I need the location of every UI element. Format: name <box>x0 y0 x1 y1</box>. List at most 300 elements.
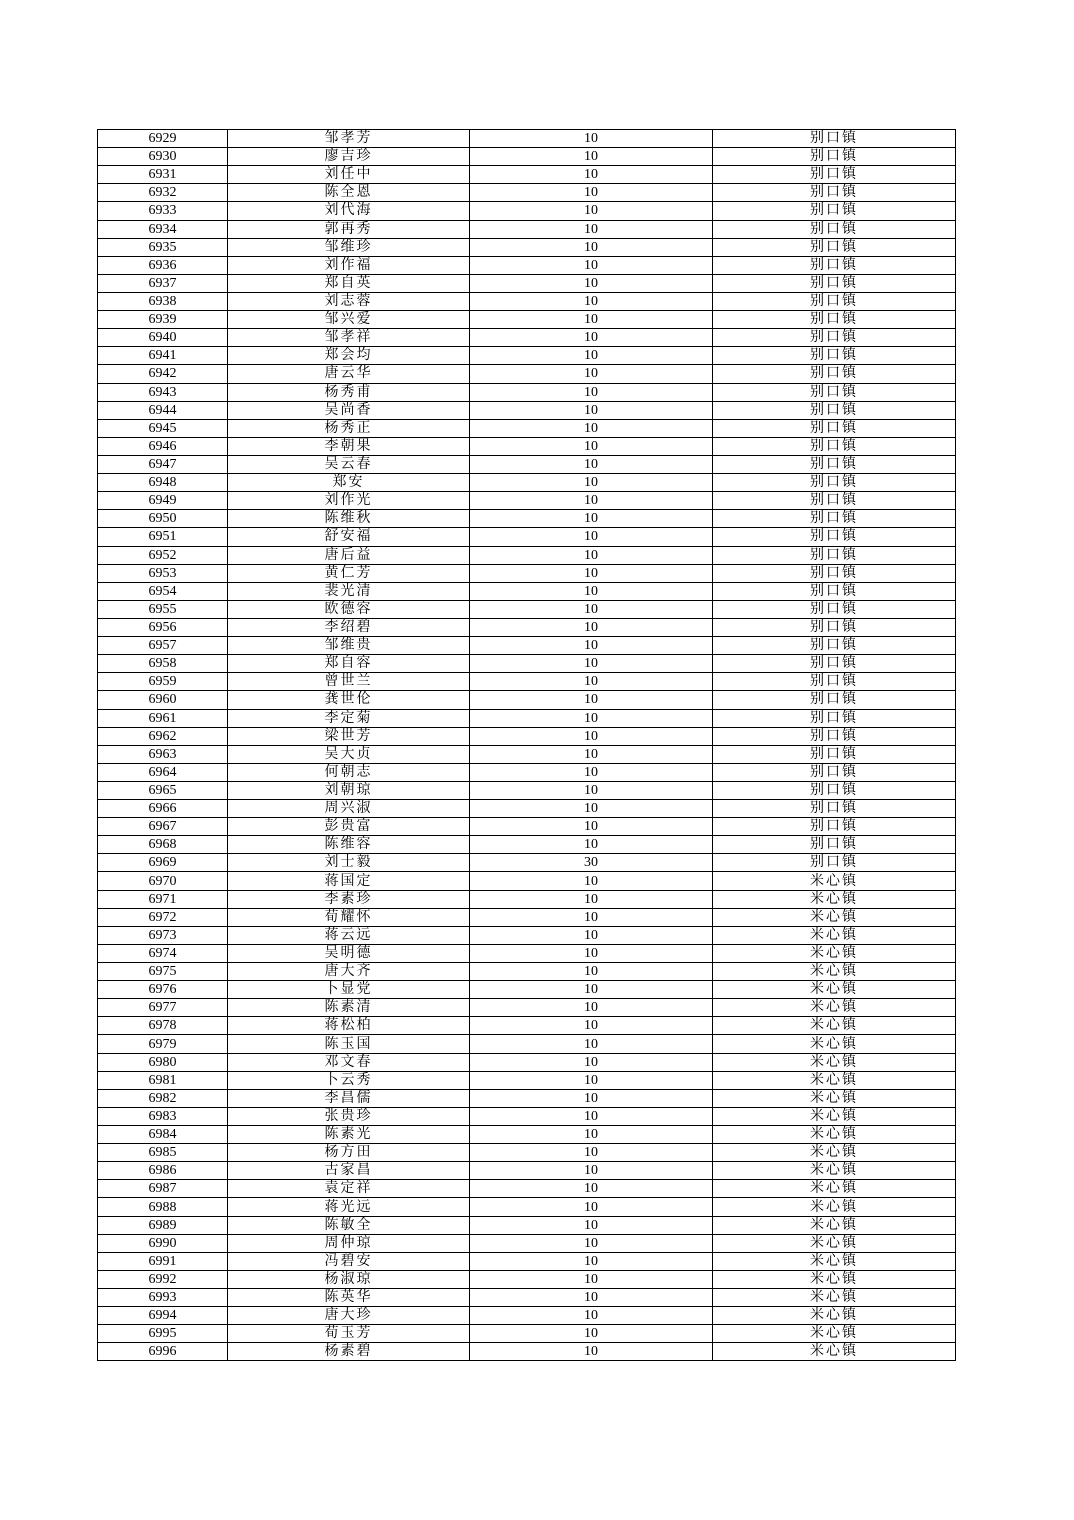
name-cell: 刘志蓉 <box>228 292 470 310</box>
row-number-cell: 6992 <box>98 1270 228 1288</box>
name-cell: 唐大珍 <box>228 1307 470 1325</box>
amount-cell: 10 <box>470 1325 713 1343</box>
row-number-cell: 6993 <box>98 1289 228 1307</box>
table-row <box>98 655 956 673</box>
amount-cell: 10 <box>470 148 713 166</box>
table-row <box>98 437 956 455</box>
name-cell: 刘作福 <box>228 256 470 274</box>
name-cell: 刘代海 <box>228 202 470 220</box>
row-number-cell: 6939 <box>98 311 228 329</box>
row-number-cell: 6961 <box>98 709 228 727</box>
name-cell: 陈英华 <box>228 1289 470 1307</box>
town-cell: 别口镇 <box>713 347 956 365</box>
name-cell: 杨秀甫 <box>228 383 470 401</box>
amount-cell: 10 <box>470 1107 713 1125</box>
row-number-cell: 6989 <box>98 1216 228 1234</box>
amount-cell: 10 <box>470 926 713 944</box>
table-row <box>98 148 956 166</box>
amount-cell: 10 <box>470 1343 713 1361</box>
name-cell: 李定菊 <box>228 709 470 727</box>
amount-cell: 10 <box>470 419 713 437</box>
town-cell: 别口镇 <box>713 492 956 510</box>
town-cell: 米心镇 <box>713 1270 956 1288</box>
amount-cell: 10 <box>470 637 713 655</box>
table-row <box>98 944 956 962</box>
table-row <box>98 818 956 836</box>
amount-cell: 10 <box>470 1126 713 1144</box>
name-cell: 唐后益 <box>228 546 470 564</box>
name-cell: 曾世兰 <box>228 673 470 691</box>
row-number-cell: 6931 <box>98 166 228 184</box>
town-cell: 别口镇 <box>713 637 956 655</box>
amount-cell: 10 <box>470 1071 713 1089</box>
row-number-cell: 6944 <box>98 401 228 419</box>
name-cell: 荀耀怀 <box>228 908 470 926</box>
amount-cell: 10 <box>470 256 713 274</box>
town-cell: 别口镇 <box>713 510 956 528</box>
amount-cell: 10 <box>470 763 713 781</box>
amount-cell: 10 <box>470 709 713 727</box>
town-cell: 米心镇 <box>713 963 956 981</box>
table-row <box>98 383 956 401</box>
town-cell: 米心镇 <box>713 1017 956 1035</box>
table-row <box>98 1270 956 1288</box>
town-cell: 米心镇 <box>713 1053 956 1071</box>
table-row <box>98 1198 956 1216</box>
table-row <box>98 401 956 419</box>
row-number-cell: 6929 <box>98 130 228 148</box>
town-cell: 别口镇 <box>713 274 956 292</box>
table-row <box>98 292 956 310</box>
town-cell: 别口镇 <box>713 383 956 401</box>
row-number-cell: 6951 <box>98 528 228 546</box>
table-row <box>98 492 956 510</box>
row-number-cell: 6985 <box>98 1144 228 1162</box>
town-cell: 别口镇 <box>713 401 956 419</box>
amount-cell: 10 <box>470 1198 713 1216</box>
row-number-cell: 6978 <box>98 1017 228 1035</box>
name-cell: 蒋光远 <box>228 1198 470 1216</box>
table-row <box>98 564 956 582</box>
table-row <box>98 419 956 437</box>
amount-cell: 10 <box>470 582 713 600</box>
town-cell: 别口镇 <box>713 836 956 854</box>
row-number-cell: 6970 <box>98 872 228 890</box>
name-cell: 陈敏全 <box>228 1216 470 1234</box>
amount-cell: 10 <box>470 691 713 709</box>
row-number-cell: 6975 <box>98 963 228 981</box>
table-row <box>98 582 956 600</box>
amount-cell: 10 <box>470 1053 713 1071</box>
amount-cell: 10 <box>470 1270 713 1288</box>
name-cell: 李绍碧 <box>228 618 470 636</box>
row-number-cell: 6966 <box>98 800 228 818</box>
table-row <box>98 1289 956 1307</box>
row-number-cell: 6987 <box>98 1180 228 1198</box>
town-cell: 米心镇 <box>713 926 956 944</box>
row-number-cell: 6958 <box>98 655 228 673</box>
row-number-cell: 6936 <box>98 256 228 274</box>
table-row <box>98 872 956 890</box>
row-number-cell: 6954 <box>98 582 228 600</box>
row-number-cell: 6990 <box>98 1234 228 1252</box>
table-row <box>98 745 956 763</box>
table-row <box>98 1053 956 1071</box>
town-cell: 别口镇 <box>713 854 956 872</box>
name-cell: 古家昌 <box>228 1162 470 1180</box>
row-number-cell: 6947 <box>98 455 228 473</box>
name-cell: 郑自英 <box>228 274 470 292</box>
name-cell: 杨素碧 <box>228 1343 470 1361</box>
row-number-cell: 6969 <box>98 854 228 872</box>
town-cell: 米心镇 <box>713 1289 956 1307</box>
name-cell: 郑自容 <box>228 655 470 673</box>
name-cell: 李昌儒 <box>228 1089 470 1107</box>
row-number-cell: 6962 <box>98 727 228 745</box>
table-row <box>98 1089 956 1107</box>
table-row <box>98 926 956 944</box>
town-cell: 别口镇 <box>713 691 956 709</box>
table-row <box>98 781 956 799</box>
amount-cell: 10 <box>470 564 713 582</box>
row-number-cell: 6981 <box>98 1071 228 1089</box>
amount-cell: 10 <box>470 600 713 618</box>
town-cell: 别口镇 <box>713 474 956 492</box>
amount-cell: 10 <box>470 202 713 220</box>
table-row <box>98 184 956 202</box>
table-row <box>98 1107 956 1125</box>
amount-cell: 10 <box>470 347 713 365</box>
name-cell: 裴光清 <box>228 582 470 600</box>
name-cell: 杨秀正 <box>228 419 470 437</box>
row-number-cell: 6935 <box>98 238 228 256</box>
name-cell: 卜云秀 <box>228 1071 470 1089</box>
row-number-cell: 6949 <box>98 492 228 510</box>
name-cell: 陈维秋 <box>228 510 470 528</box>
row-number-cell: 6971 <box>98 890 228 908</box>
town-cell: 米心镇 <box>713 1307 956 1325</box>
town-cell: 别口镇 <box>713 365 956 383</box>
town-cell: 米心镇 <box>713 1107 956 1125</box>
table-row <box>98 347 956 365</box>
row-number-cell: 6932 <box>98 184 228 202</box>
amount-cell: 10 <box>470 274 713 292</box>
name-cell: 陈玉国 <box>228 1035 470 1053</box>
table-row <box>98 1071 956 1089</box>
town-cell: 别口镇 <box>713 292 956 310</box>
name-cell: 卜显党 <box>228 981 470 999</box>
row-number-cell: 6991 <box>98 1252 228 1270</box>
amount-cell: 10 <box>470 1234 713 1252</box>
amount-cell: 10 <box>470 238 713 256</box>
table-row <box>98 130 956 148</box>
row-number-cell: 6953 <box>98 564 228 582</box>
amount-cell: 30 <box>470 854 713 872</box>
town-cell: 别口镇 <box>713 709 956 727</box>
row-number-cell: 6930 <box>98 148 228 166</box>
row-number-cell: 6972 <box>98 908 228 926</box>
table-row <box>98 1180 956 1198</box>
town-cell: 米心镇 <box>713 872 956 890</box>
table-row <box>98 220 956 238</box>
amount-cell: 10 <box>470 383 713 401</box>
town-cell: 米心镇 <box>713 999 956 1017</box>
name-cell: 唐云华 <box>228 365 470 383</box>
name-cell: 欧德容 <box>228 600 470 618</box>
name-cell: 刘任中 <box>228 166 470 184</box>
amount-cell: 10 <box>470 329 713 347</box>
row-number-cell: 6976 <box>98 981 228 999</box>
name-cell: 吴尚香 <box>228 401 470 419</box>
table-row <box>98 274 956 292</box>
amount-cell: 10 <box>470 890 713 908</box>
amount-cell: 10 <box>470 745 713 763</box>
town-cell: 别口镇 <box>713 238 956 256</box>
row-number-cell: 6980 <box>98 1053 228 1071</box>
amount-cell: 10 <box>470 1089 713 1107</box>
row-number-cell: 6946 <box>98 437 228 455</box>
data-table <box>97 129 956 1361</box>
row-number-cell: 6968 <box>98 836 228 854</box>
table-row <box>98 365 956 383</box>
row-number-cell: 6945 <box>98 419 228 437</box>
town-cell: 米心镇 <box>713 1071 956 1089</box>
row-number-cell: 6934 <box>98 220 228 238</box>
row-number-cell: 6994 <box>98 1307 228 1325</box>
name-cell: 袁定祥 <box>228 1180 470 1198</box>
name-cell: 蒋云远 <box>228 926 470 944</box>
table-row <box>98 329 956 347</box>
town-cell: 别口镇 <box>713 148 956 166</box>
table-row <box>98 727 956 745</box>
name-cell: 吴明德 <box>228 944 470 962</box>
table-row <box>98 709 956 727</box>
amount-cell: 10 <box>470 963 713 981</box>
table-row <box>98 1216 956 1234</box>
table-row <box>98 510 956 528</box>
row-number-cell: 6996 <box>98 1343 228 1361</box>
row-number-cell: 6967 <box>98 818 228 836</box>
town-cell: 别口镇 <box>713 130 956 148</box>
row-number-cell: 6963 <box>98 745 228 763</box>
town-cell: 米心镇 <box>713 944 956 962</box>
table-row <box>98 1343 956 1361</box>
row-number-cell: 6957 <box>98 637 228 655</box>
amount-cell: 10 <box>470 1144 713 1162</box>
row-number-cell: 6982 <box>98 1089 228 1107</box>
town-cell: 米心镇 <box>713 890 956 908</box>
table-row <box>98 963 956 981</box>
table-row <box>98 1162 956 1180</box>
row-number-cell: 6940 <box>98 329 228 347</box>
amount-cell: 10 <box>470 474 713 492</box>
row-number-cell: 6933 <box>98 202 228 220</box>
amount-cell: 10 <box>470 528 713 546</box>
name-cell: 邹孝芳 <box>228 130 470 148</box>
town-cell: 米心镇 <box>713 1325 956 1343</box>
row-number-cell: 6984 <box>98 1126 228 1144</box>
name-cell: 陈维容 <box>228 836 470 854</box>
town-cell: 别口镇 <box>713 564 956 582</box>
amount-cell: 10 <box>470 1035 713 1053</box>
town-cell: 米心镇 <box>713 1126 956 1144</box>
amount-cell: 10 <box>470 655 713 673</box>
amount-cell: 10 <box>470 818 713 836</box>
amount-cell: 10 <box>470 1289 713 1307</box>
amount-cell: 10 <box>470 437 713 455</box>
town-cell: 米心镇 <box>713 1144 956 1162</box>
town-cell: 米心镇 <box>713 908 956 926</box>
table-row <box>98 546 956 564</box>
name-cell: 杨淑琼 <box>228 1270 470 1288</box>
town-cell: 别口镇 <box>713 455 956 473</box>
table-row <box>98 1252 956 1270</box>
name-cell: 吴云春 <box>228 455 470 473</box>
town-cell: 别口镇 <box>713 220 956 238</box>
amount-cell: 10 <box>470 727 713 745</box>
row-number-cell: 6986 <box>98 1162 228 1180</box>
table-row <box>98 238 956 256</box>
amount-cell: 10 <box>470 292 713 310</box>
name-cell: 周兴淑 <box>228 800 470 818</box>
row-number-cell: 6938 <box>98 292 228 310</box>
name-cell: 陈全恩 <box>228 184 470 202</box>
row-number-cell: 6988 <box>98 1198 228 1216</box>
amount-cell: 10 <box>470 401 713 419</box>
table-row <box>98 854 956 872</box>
name-cell: 郑安 <box>228 474 470 492</box>
name-cell: 冯碧安 <box>228 1252 470 1270</box>
table-row <box>98 1017 956 1035</box>
town-cell: 米心镇 <box>713 1180 956 1198</box>
amount-cell: 10 <box>470 1252 713 1270</box>
row-number-cell: 6979 <box>98 1035 228 1053</box>
name-cell: 陈素清 <box>228 999 470 1017</box>
town-cell: 米心镇 <box>713 1198 956 1216</box>
name-cell: 李朝果 <box>228 437 470 455</box>
table-row <box>98 1234 956 1252</box>
name-cell: 邓文春 <box>228 1053 470 1071</box>
amount-cell: 10 <box>470 492 713 510</box>
amount-cell: 10 <box>470 220 713 238</box>
town-cell: 别口镇 <box>713 763 956 781</box>
row-number-cell: 6995 <box>98 1325 228 1343</box>
name-cell: 周仲琼 <box>228 1234 470 1252</box>
town-cell: 别口镇 <box>713 618 956 636</box>
row-number-cell: 6937 <box>98 274 228 292</box>
row-number-cell: 6948 <box>98 474 228 492</box>
name-cell: 舒安福 <box>228 528 470 546</box>
amount-cell: 10 <box>470 781 713 799</box>
name-cell: 荀玉芳 <box>228 1325 470 1343</box>
table-row <box>98 600 956 618</box>
name-cell: 邹维珍 <box>228 238 470 256</box>
name-cell: 郭再秀 <box>228 220 470 238</box>
row-number-cell: 6964 <box>98 763 228 781</box>
town-cell: 别口镇 <box>713 546 956 564</box>
amount-cell: 10 <box>470 618 713 636</box>
table-row <box>98 166 956 184</box>
amount-cell: 10 <box>470 836 713 854</box>
table-row <box>98 1144 956 1162</box>
table-row <box>98 1035 956 1053</box>
town-cell: 别口镇 <box>713 329 956 347</box>
table-row <box>98 618 956 636</box>
row-number-cell: 6941 <box>98 347 228 365</box>
table-row <box>98 455 956 473</box>
row-number-cell: 6974 <box>98 944 228 962</box>
row-number-cell: 6955 <box>98 600 228 618</box>
table-row <box>98 890 956 908</box>
row-number-cell: 6977 <box>98 999 228 1017</box>
town-cell: 米心镇 <box>713 1089 956 1107</box>
town-cell: 别口镇 <box>713 166 956 184</box>
name-cell: 杨方田 <box>228 1144 470 1162</box>
name-cell: 蒋松柏 <box>228 1017 470 1035</box>
table-row <box>98 474 956 492</box>
name-cell: 刘士毅 <box>228 854 470 872</box>
amount-cell: 10 <box>470 510 713 528</box>
town-cell: 别口镇 <box>713 781 956 799</box>
amount-cell: 10 <box>470 908 713 926</box>
name-cell: 郑会均 <box>228 347 470 365</box>
town-cell: 别口镇 <box>713 818 956 836</box>
name-cell: 梁世芳 <box>228 727 470 745</box>
amount-cell: 10 <box>470 999 713 1017</box>
town-cell: 别口镇 <box>713 202 956 220</box>
town-cell: 别口镇 <box>713 745 956 763</box>
name-cell: 李素珍 <box>228 890 470 908</box>
row-number-cell: 6956 <box>98 618 228 636</box>
row-number-cell: 6950 <box>98 510 228 528</box>
town-cell: 别口镇 <box>713 184 956 202</box>
amount-cell: 10 <box>470 130 713 148</box>
town-cell: 别口镇 <box>713 655 956 673</box>
town-cell: 别口镇 <box>713 582 956 600</box>
row-number-cell: 6973 <box>98 926 228 944</box>
table-row <box>98 637 956 655</box>
row-number-cell: 6959 <box>98 673 228 691</box>
row-number-cell: 6943 <box>98 383 228 401</box>
town-cell: 米心镇 <box>713 1216 956 1234</box>
amount-cell: 10 <box>470 184 713 202</box>
name-cell: 邹兴爱 <box>228 311 470 329</box>
amount-cell: 10 <box>470 981 713 999</box>
table-row <box>98 528 956 546</box>
table-row <box>98 1307 956 1325</box>
amount-cell: 10 <box>470 1180 713 1198</box>
row-number-cell: 6983 <box>98 1107 228 1125</box>
name-cell: 唐大齐 <box>228 963 470 981</box>
row-number-cell: 6965 <box>98 781 228 799</box>
name-cell: 邹维贵 <box>228 637 470 655</box>
town-cell: 米心镇 <box>713 1162 956 1180</box>
amount-cell: 10 <box>470 311 713 329</box>
town-cell: 米心镇 <box>713 1035 956 1053</box>
amount-cell: 10 <box>470 673 713 691</box>
table-row <box>98 908 956 926</box>
town-cell: 别口镇 <box>713 673 956 691</box>
amount-cell: 10 <box>470 1216 713 1234</box>
amount-cell: 10 <box>470 455 713 473</box>
amount-cell: 10 <box>470 1162 713 1180</box>
name-cell: 刘朝琼 <box>228 781 470 799</box>
table-row <box>98 1126 956 1144</box>
town-cell: 别口镇 <box>713 256 956 274</box>
row-number-cell: 6952 <box>98 546 228 564</box>
table-row <box>98 836 956 854</box>
name-cell: 龚世伦 <box>228 691 470 709</box>
